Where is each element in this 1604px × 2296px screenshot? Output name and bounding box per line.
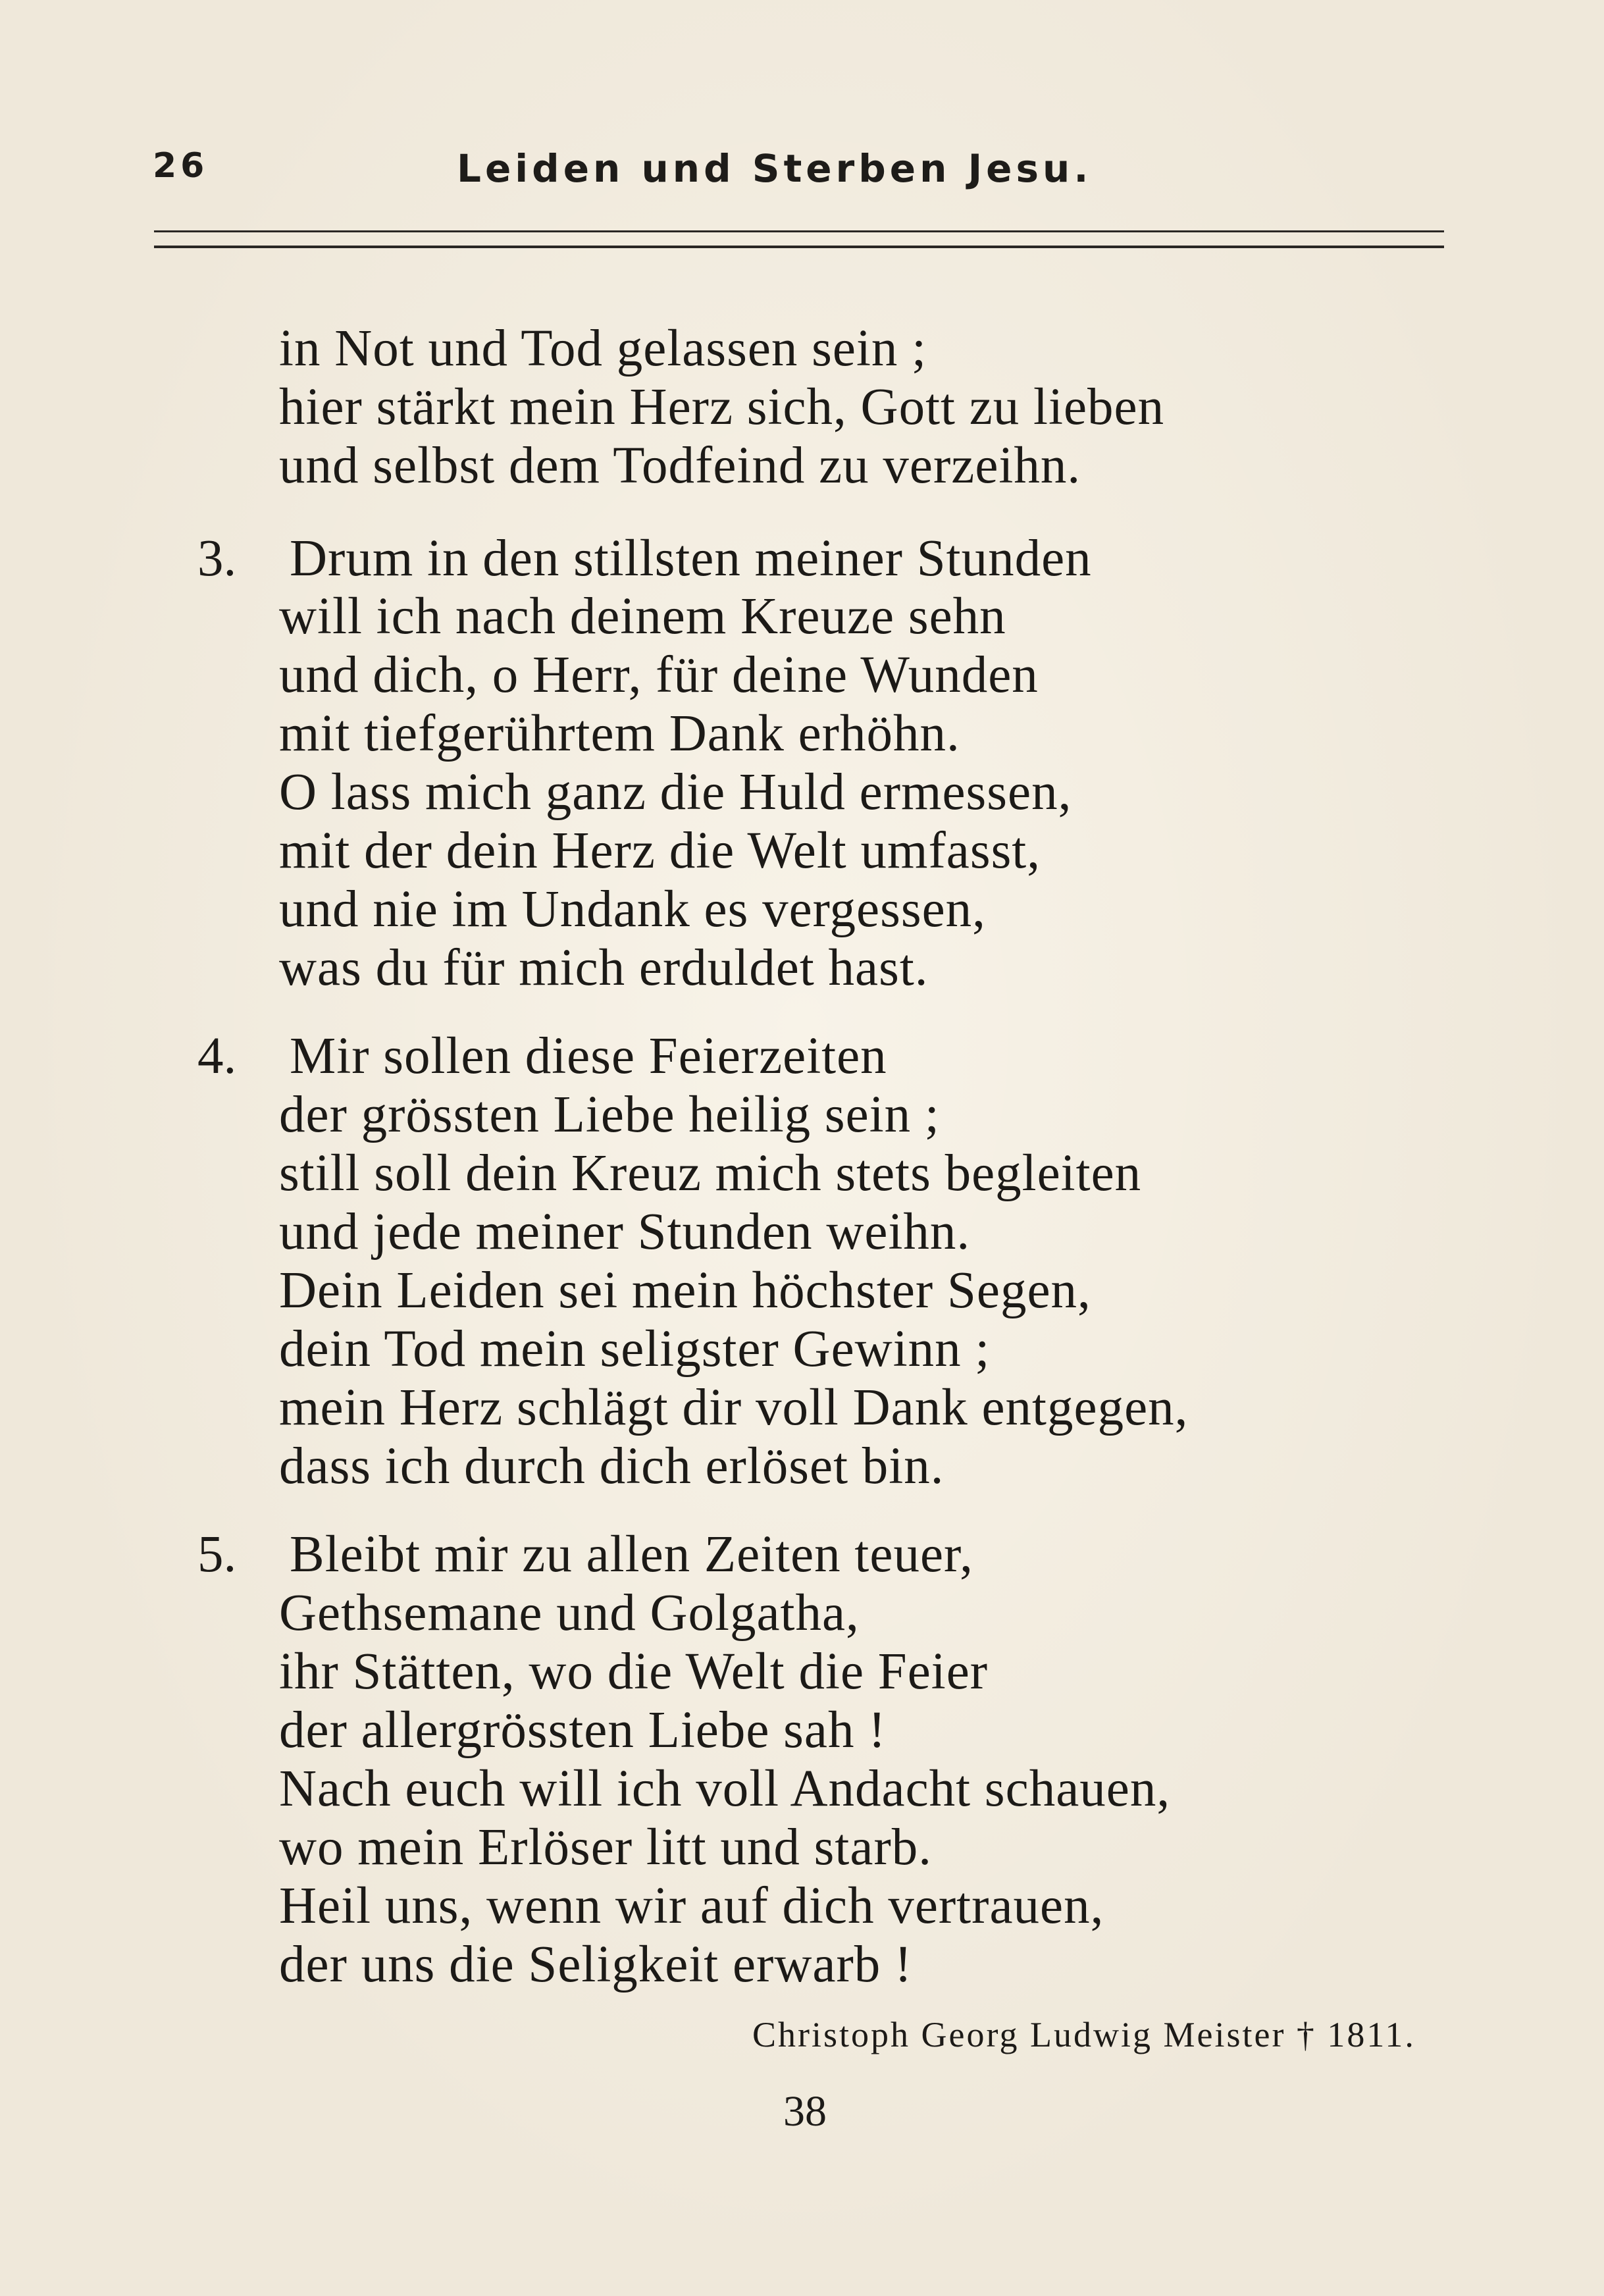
author-attribution: Christoph Georg Ludwig Meister † 1811.: [752, 2015, 1416, 2054]
verse-line: und dich, o Herr, für deine Wunden: [279, 646, 1039, 704]
verse-line: ihr Stätten, wo die Welt die Feier: [279, 1643, 989, 1700]
verse-line: der grössten Liebe heilig sein ;: [279, 1086, 940, 1143]
header-page-number: 26: [153, 146, 209, 186]
verse-line: mein Herz schlägt dir voll Dank entgegen,: [279, 1379, 1189, 1436]
verse-line: mit der dein Herz die Welt umfasst,: [279, 822, 1041, 879]
verse-line: Drum in den stillsten meiner Stunden: [290, 530, 1092, 587]
verse-line: hier stärkt mein Herz sich, Gott zu lieben: [279, 378, 1165, 436]
verse-line: wo mein Erlöser litt und starb.: [279, 1819, 932, 1876]
verse-line: dass ich durch dich erlöset bin.: [279, 1438, 944, 1495]
header-rule-thin: [154, 230, 1444, 232]
footer-page-number: 38: [783, 2087, 827, 2135]
header-rule-thick: [154, 246, 1444, 248]
verse-line: dein Tod mein seligster Gewinn ;: [279, 1320, 991, 1378]
stanza-number: 3.: [197, 530, 237, 587]
verse-line: und jede meiner Stunden weihn.: [279, 1203, 971, 1261]
verse-line: Gethsemane und Golgatha,: [279, 1584, 860, 1642]
verse-line: Mir sollen diese Feierzeiten: [290, 1028, 887, 1085]
running-title: Leiden und Sterben Jesu.: [457, 146, 1093, 191]
verse-line: und nie im Undank es vergessen,: [279, 881, 986, 938]
running-header: [153, 146, 1443, 199]
verse-line: will ich nach deinem Kreuze sehn: [279, 588, 1006, 645]
verse-line: und selbst dem Todfeind zu verzeihn.: [279, 437, 1081, 494]
verse-line: in Not und Tod gelassen sein ;: [279, 320, 927, 377]
verse-line: der allergrössten Liebe sah !: [279, 1702, 887, 1759]
verse-line: Nach euch will ich voll Andacht schauen,: [279, 1760, 1171, 1817]
verse-line: Bleibt mir zu allen Zeiten teuer,: [290, 1526, 973, 1583]
verse-line: Heil uns, wenn wir auf dich vertrauen,: [279, 1877, 1104, 1935]
verse-line: mit tiefgerührtem Dank erhöhn.: [279, 705, 960, 762]
verse-line: der uns die Seligkeit erwarb !: [279, 1936, 913, 1993]
verse-line: O lass mich ganz die Huld ermessen,: [279, 764, 1072, 821]
stanza-number: 4.: [197, 1028, 237, 1085]
stanza-number: 5.: [197, 1526, 237, 1583]
verse-line: still soll dein Kreuz mich stets begleiten: [279, 1145, 1142, 1202]
verse-line: was du für mich erduldet hast.: [279, 939, 929, 997]
verse-line: Dein Leiden sei mein höchster Segen,: [279, 1262, 1091, 1319]
